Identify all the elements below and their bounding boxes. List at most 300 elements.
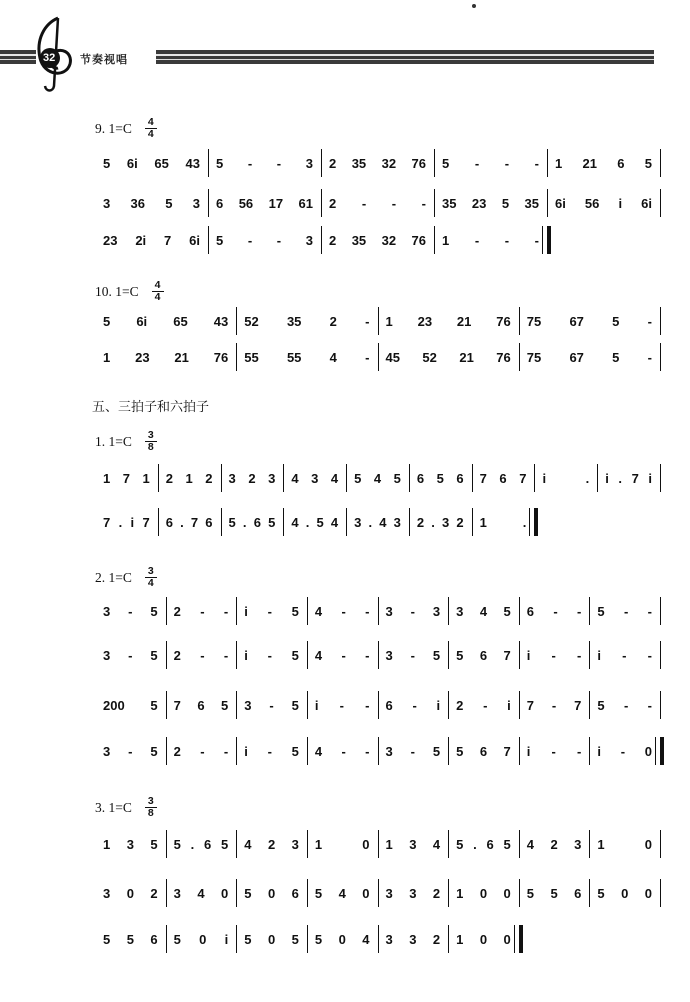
measure (321, 226, 434, 254)
note: 6 (526, 603, 534, 619)
note: 2 (267, 836, 276, 852)
note: 5 (597, 885, 605, 901)
note: 2 (329, 195, 337, 211)
note: 23 (135, 349, 150, 365)
note: 32 (381, 155, 397, 171)
note: i (244, 647, 248, 663)
header-banner (0, 0, 690, 95)
note: 35 (286, 313, 302, 329)
measure (95, 226, 208, 254)
note: 5 (432, 647, 441, 663)
note: i (542, 470, 547, 486)
note: 2 (205, 470, 213, 486)
note: 21 (582, 155, 597, 171)
note: 4 (330, 514, 339, 530)
measure (307, 641, 378, 669)
note: 6 (479, 743, 488, 759)
note: 3 (409, 885, 417, 901)
note: . (305, 514, 310, 530)
note: 23 (471, 195, 487, 211)
note: - (622, 647, 627, 663)
measure (236, 641, 307, 669)
note: 0 (644, 743, 652, 759)
note: - (200, 603, 205, 619)
note: 3 (385, 647, 393, 663)
note: 1 (479, 514, 487, 530)
measure (321, 149, 434, 177)
measure (346, 464, 409, 492)
note: i (526, 647, 531, 663)
measure (307, 925, 378, 953)
note: 5 (228, 514, 236, 530)
note: 7 (526, 697, 534, 713)
note: 6 (416, 470, 425, 486)
note: - (361, 195, 367, 211)
note: 5 (442, 155, 450, 171)
measure (307, 830, 378, 858)
measure (448, 597, 519, 625)
note: - (504, 155, 510, 171)
note: - (553, 603, 558, 619)
measure (95, 737, 166, 765)
measure (519, 830, 590, 858)
note: 76 (496, 349, 511, 365)
time-signature-numerator: 3 (147, 795, 154, 807)
note: - (267, 603, 272, 619)
note: 3 (354, 514, 362, 530)
measure (448, 879, 519, 907)
notation-line (95, 226, 660, 254)
note: - (623, 697, 629, 713)
page-header (0, 0, 690, 95)
note: - (276, 155, 282, 171)
note: 75 (526, 313, 542, 329)
measure (95, 508, 158, 536)
note: 6 (499, 470, 507, 486)
note: - (620, 743, 626, 759)
barline (660, 189, 661, 217)
note: 4 (379, 514, 387, 530)
time-signature-numerator: 4 (147, 116, 154, 128)
note: 5 (550, 885, 558, 901)
note: 5 (126, 931, 134, 947)
note: 76 (213, 349, 229, 365)
note: - (551, 697, 557, 713)
note: 17 (268, 195, 284, 211)
notation-line (95, 307, 660, 335)
measure (307, 691, 378, 719)
measure (236, 925, 307, 953)
note: i (244, 743, 248, 759)
measure (166, 691, 237, 719)
notation-line (95, 691, 660, 719)
measure (519, 597, 590, 625)
note: 5 (503, 836, 511, 852)
measure (519, 641, 590, 669)
note: i (605, 470, 609, 486)
note: . (190, 836, 195, 852)
note: 5 (354, 470, 362, 486)
note: 5 (173, 931, 181, 947)
note: 3 (311, 470, 319, 486)
measure (448, 830, 519, 858)
final-barline (534, 508, 538, 536)
notation-line (95, 879, 660, 907)
note: 2 (248, 470, 256, 486)
notation-line (95, 737, 660, 765)
note: 6 (574, 885, 582, 901)
note: 21 (456, 313, 472, 329)
measure (95, 879, 166, 907)
note: 4 (291, 470, 299, 486)
note: - (223, 647, 229, 663)
note: - (647, 313, 652, 329)
note: 4 (362, 931, 370, 947)
measure (166, 737, 237, 765)
note: 6 (216, 195, 224, 211)
measure (448, 641, 519, 669)
note: 3 (385, 743, 393, 759)
note: 0 (267, 885, 276, 901)
note: 1 (185, 470, 193, 486)
note: 2 (432, 931, 441, 947)
measure (166, 830, 237, 858)
note: 5 (597, 603, 605, 619)
note: - (223, 603, 229, 619)
note: 6 (205, 514, 213, 530)
note: - (200, 743, 205, 759)
measure (534, 464, 597, 492)
note: i (507, 697, 511, 713)
note: 3 (442, 514, 450, 530)
note: 3 (393, 514, 401, 530)
measure (166, 879, 237, 907)
time-signature (144, 117, 158, 140)
note: - (341, 743, 346, 759)
note: 5 (456, 647, 464, 663)
note: 0 (338, 931, 346, 947)
measure (378, 830, 449, 858)
measure (448, 737, 519, 765)
note: 5 (150, 697, 158, 713)
measure (221, 464, 284, 492)
barline (660, 641, 661, 669)
note: . (522, 514, 527, 530)
measure (409, 508, 472, 536)
note: 2i (135, 232, 147, 248)
note: 4 (373, 470, 382, 486)
notation-line (95, 464, 660, 492)
note: 6i (641, 195, 652, 211)
note: 1 (385, 836, 393, 852)
note: - (365, 697, 370, 713)
note: 6 (617, 155, 625, 171)
note: 76 (411, 232, 426, 248)
note: 4 (526, 836, 534, 852)
note: 6i (189, 232, 200, 248)
note: 3 (268, 470, 276, 486)
note: 2 (173, 743, 181, 759)
note: 2 (456, 514, 464, 530)
measure (547, 149, 660, 177)
note: 6i (126, 155, 138, 171)
note: 5 (216, 232, 224, 248)
barline (660, 597, 661, 625)
note: 0 (362, 836, 370, 852)
note: 45 (385, 349, 400, 365)
note: 5 (456, 743, 464, 759)
note: - (341, 603, 346, 619)
note: 7 (503, 743, 511, 759)
note: 43 (213, 313, 229, 329)
measure (208, 226, 321, 254)
note: - (391, 195, 397, 211)
note: . (118, 514, 123, 530)
measure (95, 189, 208, 217)
note: 5 (150, 836, 158, 852)
note: . (618, 470, 623, 486)
measure (236, 691, 307, 719)
measure (166, 597, 237, 625)
note: 7 (479, 470, 487, 486)
note: . (368, 514, 373, 530)
exercise-title: 1. 1=C (95, 434, 132, 449)
note: 4 (330, 470, 339, 486)
measure (321, 189, 434, 217)
note: 32 (381, 232, 397, 248)
measure (236, 307, 377, 335)
note: 5 (291, 647, 299, 663)
note: 3 (103, 647, 111, 663)
note: 7 (631, 470, 639, 486)
note: - (551, 647, 556, 663)
note: 7 (122, 470, 130, 486)
note: 35 (442, 195, 457, 211)
note: . (585, 470, 590, 486)
note: 1 (456, 931, 464, 947)
barline (660, 464, 661, 492)
note: 1 (314, 836, 323, 852)
barline (660, 343, 661, 371)
measure (166, 925, 237, 953)
note: 21 (174, 349, 189, 365)
note: 3 (385, 885, 393, 901)
final-barline (519, 925, 523, 953)
note: - (365, 743, 370, 759)
note: - (365, 647, 370, 663)
note: 6i (555, 195, 566, 211)
final-barline (547, 226, 551, 254)
measure (589, 830, 660, 858)
measure (589, 597, 660, 625)
note: 65 (154, 155, 169, 171)
note: 200 (103, 697, 125, 713)
note: 3 (385, 931, 393, 947)
note: - (577, 647, 582, 663)
note: - (128, 603, 133, 619)
note: 21 (459, 349, 474, 365)
time-signature (144, 796, 158, 819)
measure (519, 307, 660, 335)
note: 1 (142, 470, 150, 486)
note: 6 (204, 836, 212, 852)
notation-line (95, 508, 660, 536)
note: 1 (456, 885, 464, 901)
note: - (247, 155, 253, 171)
note: 0 (479, 885, 488, 901)
note: 5 (432, 743, 441, 759)
measure (589, 737, 660, 765)
note: - (339, 697, 344, 713)
note: 61 (298, 195, 313, 211)
measure (95, 925, 166, 953)
time-signature-denominator: 8 (147, 807, 154, 819)
note: 5 (393, 470, 401, 486)
note: 0 (644, 885, 652, 901)
measure (236, 343, 377, 371)
note: - (504, 232, 510, 248)
measure (166, 641, 237, 669)
note: 5 (526, 885, 534, 901)
note: 67 (569, 313, 584, 329)
note: 1 (442, 232, 450, 248)
note: 5 (501, 195, 510, 211)
measure (236, 879, 307, 907)
note: 5 (291, 697, 299, 713)
note: . (180, 514, 184, 530)
note: 6 (456, 470, 464, 486)
note: 3 (192, 195, 200, 211)
book-title: 节奏视唱 (80, 54, 128, 66)
measure (589, 641, 660, 669)
note: 5 (314, 885, 323, 901)
note: 5 (150, 647, 158, 663)
note: 3 (385, 603, 393, 619)
note: i (130, 514, 135, 530)
note: 23 (103, 232, 118, 248)
note: 5 (597, 697, 605, 713)
measure (472, 464, 535, 492)
note: 2 (329, 232, 337, 248)
note: - (128, 743, 133, 759)
measure (589, 691, 660, 719)
measure (307, 879, 378, 907)
note: 55 (286, 349, 302, 365)
note: 75 (526, 349, 542, 365)
note: - (365, 603, 370, 619)
measure (208, 149, 321, 177)
note: 3 (409, 931, 417, 947)
measure (283, 508, 346, 536)
note: 3 (103, 743, 111, 759)
note: 65 (173, 313, 188, 329)
time-signature-denominator: 4 (147, 577, 154, 589)
time-signature (151, 280, 165, 303)
notation-line (95, 149, 660, 177)
note: 5 (612, 313, 620, 329)
note: 6 (197, 697, 205, 713)
note: 5 (316, 514, 324, 530)
note: 4 (314, 647, 323, 663)
note: 3 (228, 470, 236, 486)
note: - (276, 232, 282, 248)
note: 6 (253, 514, 261, 530)
time-signature-numerator: 3 (147, 429, 154, 441)
note: 4 (329, 349, 337, 365)
time-signature-numerator: 3 (147, 565, 154, 577)
note: 5 (291, 743, 299, 759)
note: 5 (221, 697, 229, 713)
exercise-title: 10. 1=C (95, 284, 139, 299)
note: - (421, 195, 426, 211)
note: 55 (244, 349, 259, 365)
measure (378, 641, 449, 669)
note: - (474, 232, 480, 248)
measure (95, 597, 166, 625)
section-heading: 五、三拍子和六拍子 (92, 400, 210, 415)
barline (660, 691, 661, 719)
measure (597, 464, 660, 492)
note: 4 (244, 836, 252, 852)
note: 2 (456, 697, 464, 713)
measure (378, 925, 449, 953)
barline (660, 830, 661, 858)
note: 2 (173, 603, 181, 619)
note: 4 (314, 743, 323, 759)
note: i (597, 743, 601, 759)
barline (660, 149, 661, 177)
notation-line (95, 925, 660, 953)
note: 5 (221, 836, 229, 852)
note: 6 (291, 885, 299, 901)
measure (472, 508, 535, 536)
notation-line (95, 343, 660, 371)
note: 35 (351, 155, 367, 171)
note: 4 (338, 885, 346, 901)
note: 5 (436, 470, 444, 486)
note: - (577, 743, 582, 759)
note: 1 (103, 836, 111, 852)
note: 5 (150, 603, 158, 619)
note: - (410, 603, 415, 619)
page-number: 32 (43, 52, 56, 64)
note: . (473, 836, 477, 852)
measure (448, 691, 519, 719)
measure (236, 597, 307, 625)
note: - (247, 232, 253, 248)
note: 56 (238, 195, 254, 211)
note: - (410, 647, 415, 663)
note: 7 (142, 514, 150, 530)
note: - (365, 313, 370, 329)
note: 4 (291, 514, 299, 530)
note: - (647, 603, 652, 619)
note: 0 (362, 885, 370, 901)
note: 67 (569, 349, 584, 365)
note: 2 (150, 885, 158, 901)
note: . (242, 514, 247, 530)
note: 5 (503, 603, 511, 619)
note: 52 (422, 349, 437, 365)
measure (158, 464, 221, 492)
note: 3 (103, 603, 111, 619)
note: - (647, 349, 652, 365)
note: 5 (291, 931, 299, 947)
measure (236, 830, 307, 858)
time-signature-denominator: 4 (147, 128, 154, 140)
note: 5 (244, 931, 252, 947)
measure (95, 830, 166, 858)
